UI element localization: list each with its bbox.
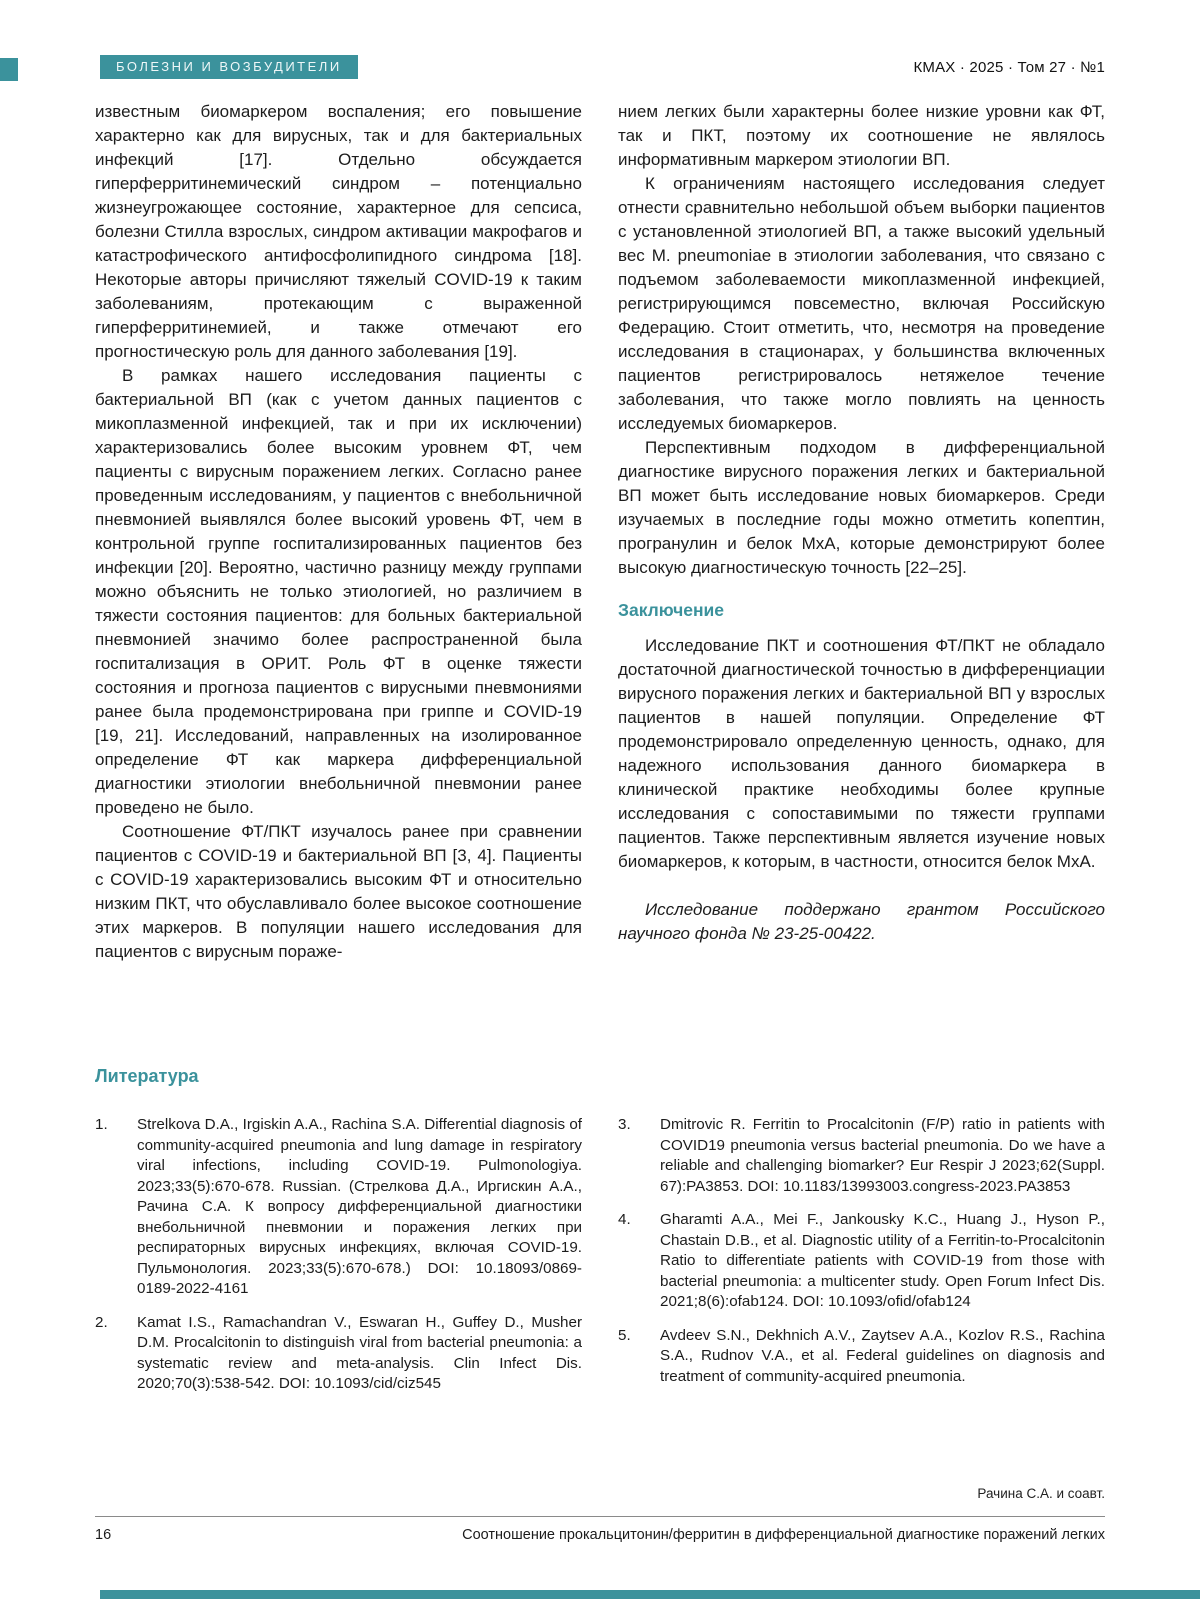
bottom-accent-bar (100, 1590, 1200, 1599)
paragraph: К ограничениям настоящего исследования следует отнести сравнительно небольшой объем выборки пациентов с установленной этиологией ВП, а также высокий удельный вес M. pneumoniae в этиологии заболевания, что связано с подъемом заболеваемости микоплазменной инфекцией, регистрирующимся повсеместно, включая Российскую Федерацию. Стоит отметить, что, несмотря на проведение исследования в стационарах, у большинства включенных пациентов регистрировалось нетяжелое течение заболевания, что также могло повлиять на ценность исследуемых биомаркеров. (618, 174, 1105, 433)
running-title: Соотношение прокальцитонин/ферритин в дифференциальной диагностике поражений легких (462, 1527, 1105, 1543)
page-footer (95, 1527, 1105, 1543)
reference-item (95, 1115, 582, 1300)
paragraph: Перспективным подходом в дифференциальной диагностике вирусного поражения легких и бактериальной ВП может быть исследование новых биомаркеров. Среди изучаемых в последние годы можно отметить копептин, програнулин и белок MxA, которые демонстрируют более высокую диагностическую точность [22–25]. (618, 438, 1105, 577)
section-banner-label: БОЛЕЗНИ И ВОЗБУДИТЕЛИ (116, 59, 342, 74)
left-column (95, 100, 582, 964)
reference-number: 4. (618, 1211, 631, 1228)
paragraph: В рамках нашего исследования пациенты с бактериальной ВП (как с учетом данных пациентов с микоплазменной инфекцией, так и при их исключении) характеризовались более высоким уровнем ФТ, чем пациенты с вирусным поражением легких. Согласно ранее проведенным исследованиям, у пациентов с внебольничной пневмонией выявлялся более высокий уровень ФТ, чем в контрольной группе госпитализированных пациентов без инфекции [20]. Вероятно, частично разницу между группами можно объяснить не только этиологией, но различием в тяжести состояния пациентов: для больных бактериальной пневмонией значимо более распространенной была госпитализация в ОРИТ. Роль ФТ в оценке тяжести состояния и прогноза пациентов с вирусными пневмониями ранее была продемонстрирована при гриппе и COVID-19 [19, 21]. Исследований, направленных на изолированное определение ФТ как маркера дифференциальной диагностики этиологии внебольничной пневмонии ранее проведено не было. (95, 366, 582, 817)
references-left-column (95, 1115, 582, 1408)
reference-text: Avdeev S.N., Dekhnich A.V., Zaytsev A.A., Kozlov R.S., Rachina S.A., Rudnov V.A., et al. Federal guidelines on diagnosis and treatment of community-acquired pneumonia. (660, 1326, 1105, 1385)
paragraph: нием легких были характерны более низкие уровни как ФТ, так и ПКТ, поэтому их соотношение не являлось информативным маркером этиологии ВП. (618, 102, 1105, 169)
section-banner (100, 55, 358, 79)
reference-item (618, 1326, 1105, 1388)
footer-divider (95, 1516, 1105, 1517)
article-body (95, 100, 1105, 964)
reference-text: Strelkova D.A., Irgiskin A.A., Rachina S.A. Differential diagnosis of community-acquired pneumonia and lung damage in respiratory viral infections, including COVID-19. Pulmonologiya. 2023;33(5):670-678. Russian. (Стрелкова Д.А., Иргискин А.А., Рачина С.А. К вопросу дифференциальной диагностики внебольничной пневмонии и поражения легких при респираторных вирусных инфекциях, включая COVID-19. Пульмонология. 2023;33(5):670-678.) DOI: 10.18093/0869-0189-2022-4161 (137, 1116, 582, 1297)
reference-number: 3. (618, 1116, 631, 1133)
reference-text: Gharamti A.A., Mei F., Jankousky K.C., Huang J., Hyson P., Chastain D.B., et al. Diagnostic utility of a Ferritin-to-Procalcitonin Ratio to differentiate patients with COVID-19 from those with bacterial pneumonia: a multicenter study. Open Forum Infect Dis. 2021;8(6):ofab124. DOI: 10.1093/ofid/ofab124 (660, 1211, 1105, 1310)
page-header (100, 55, 1105, 79)
reference-item (95, 1313, 582, 1395)
references-heading: Литература (95, 1066, 199, 1086)
references-section (95, 1066, 1105, 1408)
journal-reference: КМАХ · 2025 · Том 27 · №1 (913, 58, 1105, 76)
page-number: 16 (95, 1527, 112, 1543)
references-columns (95, 1115, 1105, 1408)
reference-text: Kamat I.S., Ramachandran V., Eswaran H., Guffey D., Musher D.M. Procalcitonin to distinguish viral from bacterial pneumonia: a systematic review and meta-analysis. Clin Infect Dis. 2020;70(3):538-542. DOI: 10.1093/cid/ciz545 (137, 1313, 582, 1392)
reference-number: 2. (95, 1313, 108, 1331)
reference-number: 1. (95, 1116, 108, 1133)
reference-text: Dmitrovic R. Ferritin to Procalcitonin (F/P) ratio in patients with COVID19 pneumonia versus bacterial pneumonia. Do we have a reliable and challenging biomarker? Eur Respir J 2023;62(Suppl. 67):PA3853. DOI: 10.1183/13993003.congress-2023.PA3853 (660, 1116, 1105, 1195)
reference-item (618, 1115, 1105, 1197)
conclusion-paragraph: Исследование ПКТ и соотношения ФТ/ПКТ не обладало достаточной диагностической точностью в дифференциации вирусного поражения легких и бактериальной ВП у взрослых пациентов в нашей популяции. Определение ФТ продемонстрировало определенную ценность, однако, для надежного использования данного биомаркера в клинической практике необходимы более крупные исследования с сопоставимыми по тяжести группами пациентов. Также перспективным является изучение новых биомаркеров, к которым, в частности, относится белок MxA. (618, 636, 1105, 871)
references-right-column (618, 1115, 1105, 1408)
author-note: Рачина С.А. и соавт. (977, 1486, 1105, 1501)
reference-number: 5. (618, 1326, 631, 1344)
paragraph: известным биомаркером воспаления; его повышение характерно как для вирусных, так и для бактериальных инфекций [17]. Отдельно обсуждается гиперферритинемический синдром – потенциально жизнеугрожающее состояние, характерное для сепсиса, болезни Стилла взрослых, синдром активации макрофагов и катастрофического антифосфолипидного синдрома [18]. Некоторые авторы причисляют тяжелый COVID-19 к таким заболеваниям, протекающим с выраженной гиперферритинемией, и также отмечают его прогностическую роль для данного заболевания [19]. (95, 102, 582, 361)
corner-accent-bar (0, 58, 18, 81)
paragraph: Соотношение ФТ/ПКТ изучалось ранее при сравнении пациентов с COVID-19 и бактериальной ВП [3, 4]. Пациенты с COVID-19 характеризовались высоким ФТ и относительно низким ПКТ, что обуславливало более высокое соотношение этих маркеров. В популяции нашего исследования для пациентов с вирусным пораже- (95, 822, 582, 961)
reference-item (618, 1210, 1105, 1313)
grant-note: Исследование поддержано грантом Российского научного фонда № 23-25-00422. (618, 900, 1105, 943)
right-column (618, 100, 1105, 964)
conclusion-heading: Заключение (618, 600, 725, 620)
